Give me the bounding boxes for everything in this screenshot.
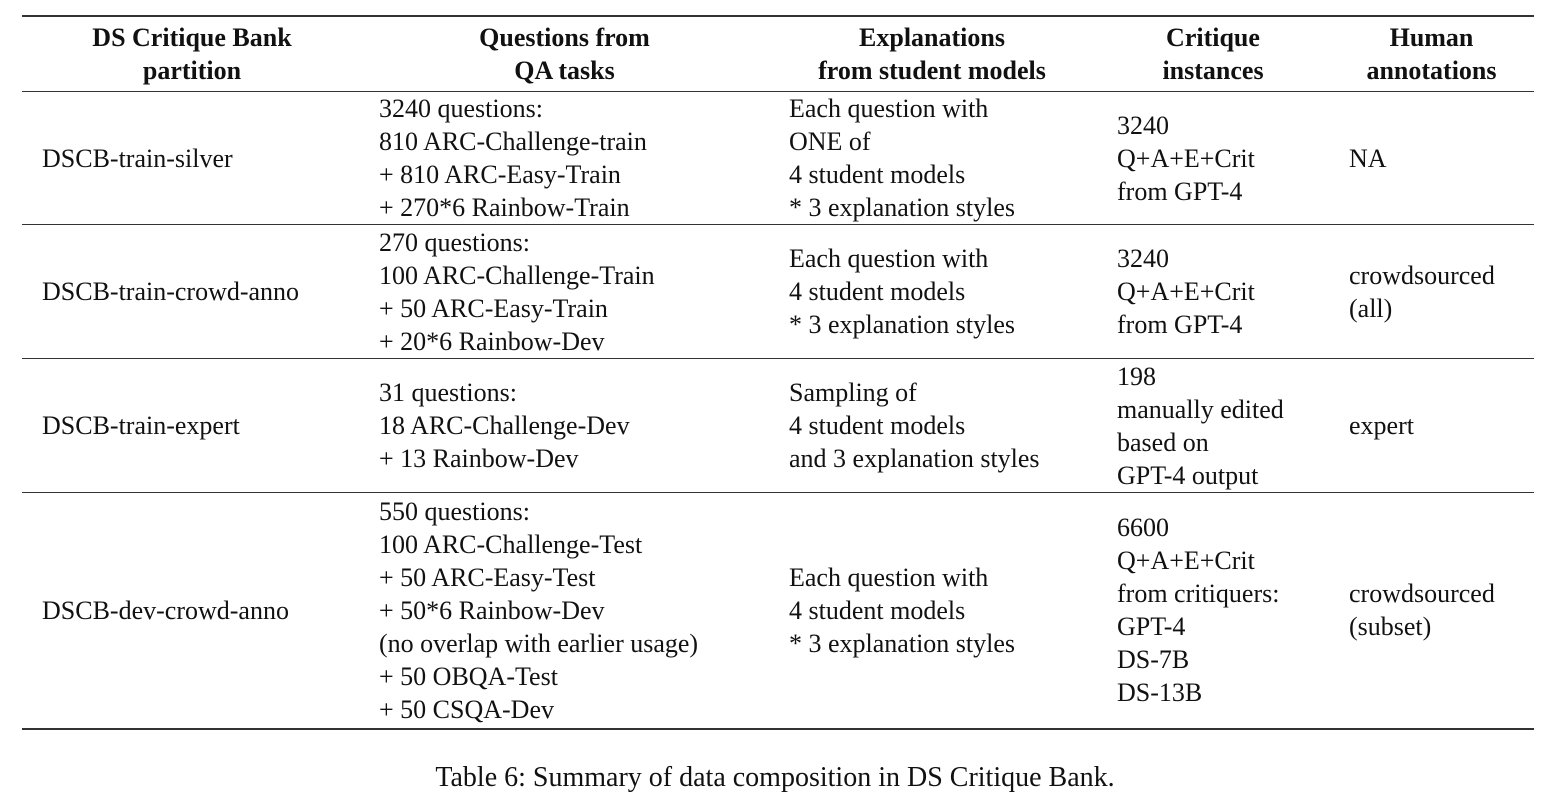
cell-explanations: Each question with 4 student models * 3 explanation styles	[789, 562, 1016, 658]
cell-critique-instances: 3240 Q+A+E+Crit from GPT-4	[1117, 110, 1255, 206]
cell-questions: 550 questions: 100 ARC-Challenge-Test + 50 ARC-Easy-Test + 50*6 Rainbow-Dev (no overlap with earlier usage) + 50 OBQA-Test + 50 CSQA-Dev	[379, 496, 699, 724]
header-row	[22, 16, 1534, 92]
cell-partition: DSCB-dev-crowd-anno	[42, 595, 289, 625]
header-explanations: Explanations from student models	[818, 23, 1046, 85]
cell-partition: DSCB-train-silver	[42, 143, 233, 173]
cell-partition: DSCB-train-expert	[42, 411, 240, 440]
cell-human-annotations: expert	[1349, 411, 1414, 440]
table-row	[22, 92, 1534, 225]
cell-human-annotations: crowdsourced (all)	[1349, 260, 1495, 323]
table-row	[22, 493, 1534, 729]
cell-questions: 270 questions: 100 ARC-Challenge-Train + 50 ARC-Easy-Train + 20*6 Rainbow-Dev	[379, 227, 655, 356]
cell-critique-instances: 3240 Q+A+E+Crit from GPT-4	[1117, 244, 1255, 339]
table-header	[22, 16, 1534, 92]
cell-questions: 3240 questions: 810 ARC-Challenge-train + 810 ARC-Easy-Train + 270*6 Rainbow-Train	[379, 94, 647, 222]
table-row	[22, 225, 1534, 359]
cell-human-annotations: NA	[1349, 143, 1387, 173]
header-human-annotations: Human annotations	[1366, 23, 1497, 85]
table-caption: Table 6: Summary of data composition in DS Critique Bank.	[435, 762, 1115, 793]
header-critique-instances: Critique instances	[1162, 23, 1264, 85]
cell-critique-instances: 6600 Q+A+E+Crit from critiquers: GPT-4 DS-7B DS-13B	[1117, 513, 1280, 708]
header-questions: Questions from QA tasks	[479, 23, 650, 85]
cell-explanations: Each question with ONE of 4 student models * 3 explanation styles	[789, 94, 1016, 222]
table-body	[22, 92, 1534, 729]
cell-questions: 31 questions: 18 ARC-Challenge-Dev + 13 Rainbow-Dev	[379, 378, 630, 473]
cell-human-annotations: crowdsourced (subset)	[1349, 579, 1495, 642]
cell-critique-instances: 198 manually edited based on GPT-4 output	[1117, 361, 1284, 490]
header-partition: DS Critique Bank partition	[92, 23, 292, 85]
data-composition-table	[22, 15, 1534, 730]
cell-explanations: Sampling of 4 student models and 3 explanation styles	[789, 378, 1040, 473]
table-row	[22, 359, 1534, 493]
cell-partition: DSCB-train-crowd-anno	[42, 277, 300, 306]
data-composition-table-container	[22, 15, 1534, 730]
cell-explanations: Each question with 4 student models * 3 explanation styles	[789, 244, 1016, 339]
